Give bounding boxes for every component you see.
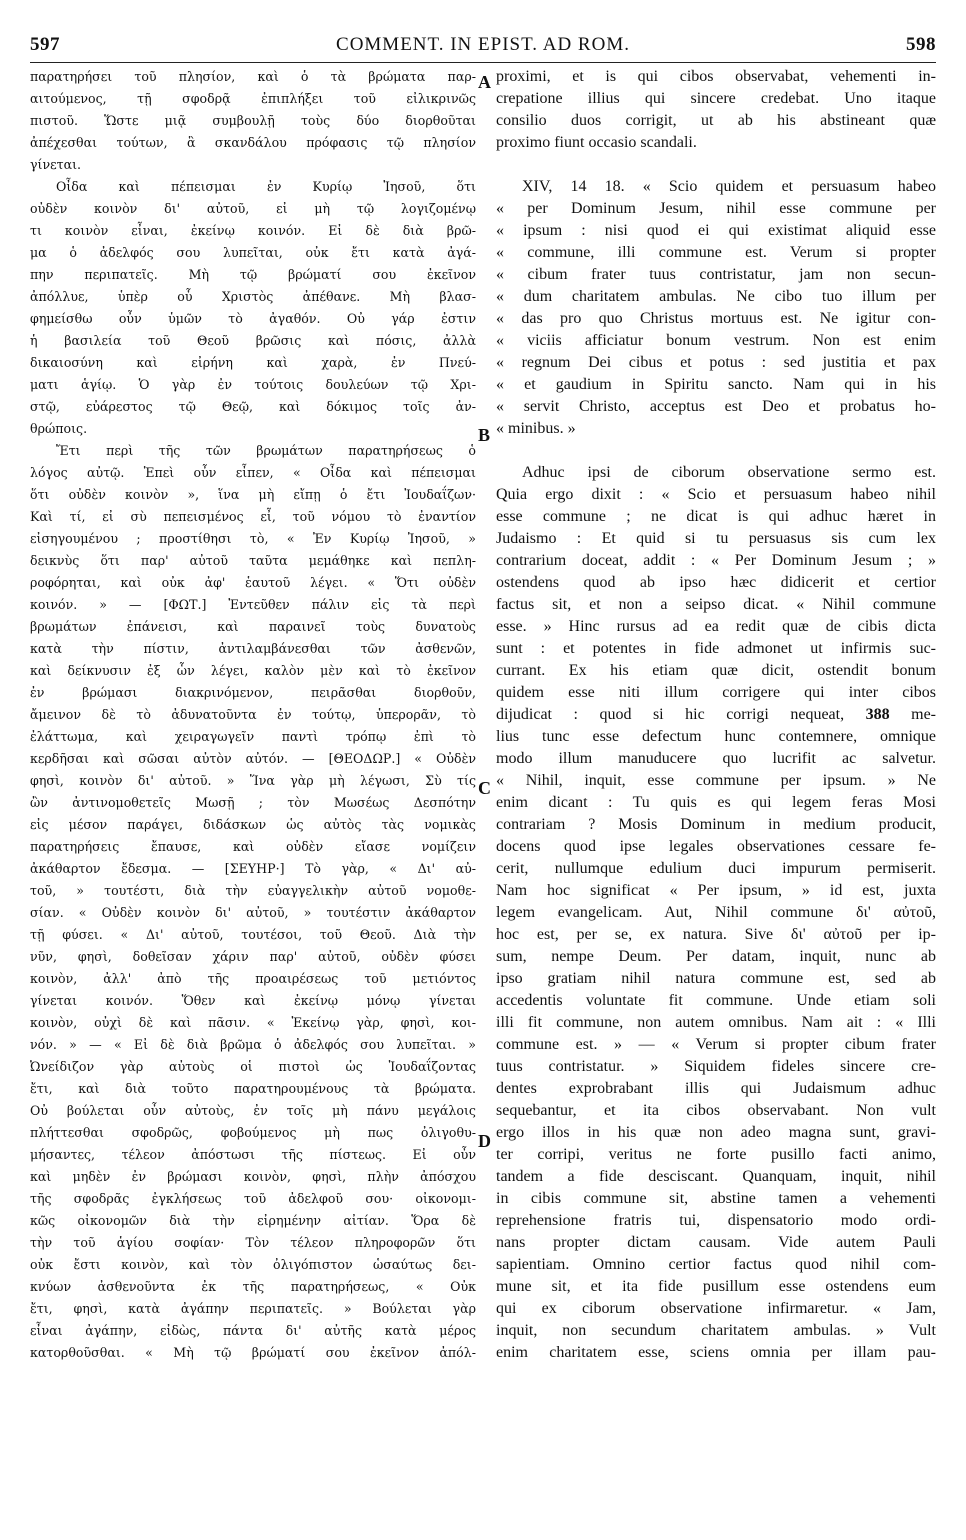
greek-text-line: ἡ βασιλεία τοῦ Θεοῦ βρῶσις καὶ πόσις, ἀλλὰ — [30, 333, 476, 348]
latin-text-line: quidem esse niti illum corrigere qui inter cibos — [496, 684, 936, 701]
greek-text-line: ὅτι οὐδὲν κοινὸν », ἵνα μὴ εἴπῃ ὁ ἔτι Ἰουδαΐζων· — [30, 487, 476, 502]
page-number-right: 598 — [906, 34, 936, 55]
greek-text-line: γίνεται. — [30, 157, 82, 172]
latin-column — [496, 66, 936, 1364]
latin-text-line: docens quod ipse legales observationes cessare fe- — [496, 838, 936, 855]
latin-text-line: sum, nempe Deum. Per datam, inquit, nunc ab — [496, 948, 936, 965]
greek-text-line: πιστοῦ. Ὥστε μιᾷ συμβουλῇ τοὺς δύο διορθοῦται — [30, 113, 476, 128]
greek-text-line: εἶναι ἀγάπην, εἰδὼς, πάντα δι' αὐτῆς κατὰ μέρος — [30, 1323, 476, 1338]
latin-text-line: qui ex ciborum observatione infirmaretur. « Jam, — [496, 1300, 936, 1317]
text-segment: dijudicat : quod si hic corrigi nequeat, — [496, 706, 845, 723]
greek-text-line: κερδῆσαι καὶ σῶσαι αὐτὸν αὐτόν. — [ΘΕΟΔΩΡ.] « Οὐδὲν — [30, 751, 476, 766]
greek-text-line: ἔτι, φησὶ, κατὰ ἀγάπην περιπατεῖς. » Βούλεται γὰρ — [30, 1301, 476, 1316]
greek-text-line: κατὰ τὴν πίστιν, ἀντιλαμβάνεσθαι τῶν ἀσθενῶν, — [30, 641, 476, 656]
latin-text-line: proximi, et is qui cibos observabat, vehementi in- — [496, 68, 936, 85]
greek-text-line: αιτούμενος, τῇ σφοδρᾷ ἐπιπλήξει τοῦ εἰλικρινῶς — [30, 91, 476, 106]
greek-text-line: κῶς οἰκονομῶν διὰ τὴν εἰρημένην αἰτίαν. Ὅρα δὲ — [30, 1213, 476, 1228]
greek-text-line: ὢν ἀντινομοθετεῖς Μωσῇ ; τὸν Μωσέως Δεσπότην — [30, 795, 476, 810]
latin-text-line: in cibis commune sit, abstine tamen a vehementi — [496, 1190, 936, 1207]
latin-text-line: Judaismo : Et quid si tu persuasus sis cum lex — [496, 530, 936, 547]
latin-text-line: contrariam ? Mosis Dominum in medium producit, — [496, 816, 936, 833]
greek-text-line: βρωμάτων ἐπάνεισι, καὶ παραινεῖ τοὺς δυνατοὺς — [30, 619, 476, 634]
greek-text-line: γίνεται κοινόν. Ὅθεν καὶ ἐκείνῳ μόνῳ γίνεται — [30, 993, 476, 1008]
greek-text-line: κοινὸν, ἀλλ' ἀπὸ τῆς προαιρέσεως τοῦ μετιόντος — [30, 971, 476, 986]
greek-text-line: ἀπέχεσθαι τούτων, ἃ σκανδάλου πρόφασις τῷ πλησίον — [30, 135, 476, 150]
greek-text-line: μήσαντες, τέλεον ἀπόστωσι τῆς πίστεως. Εἰ οὖν — [30, 1147, 476, 1162]
greek-text-line: θρώποις. — [30, 421, 88, 436]
section-marker-a: A — [478, 72, 491, 92]
latin-text-line: accedentis voluntate fit commune. Unde etiam soli — [496, 992, 936, 1009]
greek-text-line: οὐκ ἔστι κοινὸν, καὶ τὸν ὀλιγόπιστον ὡσαύτως δει- — [30, 1257, 476, 1272]
greek-text-line: καὶ μηδὲν ἐν βρώμασι κοινὸν, φησὶ, πλὴν ἀπόσχου — [30, 1169, 476, 1184]
greek-text-line: κοινὸν, οὐχὶ δὲ καὶ πᾶσιν. « Ἐκείνῳ γὰρ, φησὶ, κοι- — [30, 1015, 476, 1030]
greek-text-line: στῷ, εὐάρεστος τῷ Θεῷ, καὶ δόκιμος τοῖς ἀν- — [30, 399, 476, 414]
latin-text-line: dentes exprobrabant illis qui Judaismum adhuc — [496, 1080, 936, 1097]
latin-text-line: « cibum frater tuus contristatur, jam non secun- — [496, 266, 936, 283]
latin-text-line: mune sit, et ita fide pusillum esse ostendens eum — [496, 1278, 936, 1295]
latin-text-line: « regnum Dei cibus et potus : sed justitia et pax — [496, 354, 936, 371]
latin-text-line: contrarium doceat, addit : « Per Dominum Jesum ; » — [496, 552, 936, 569]
greek-text-line: φημείσθω οὖν ὑμῶν τὸ ἀγαθόν. Οὐ γάρ ἐστιν — [30, 311, 476, 326]
latin-text-line: enim charitatem esse, sciens omnia per illam pau- — [496, 1344, 936, 1361]
column-number: 388 — [865, 706, 890, 723]
latin-text-line: « Nihil, inquit, esse commune per ipsum. » Ne — [496, 772, 936, 789]
header-rule — [30, 62, 936, 63]
latin-text-line: esse commune ; ne dicat is qui adhuc hæret in — [496, 508, 936, 525]
greek-text-line: εἰς μέσον παράγει, διδάσκων ὡς αὐτὸς τὰς νομικὰς — [30, 817, 476, 832]
greek-text-line: νῦν, φησὶ, δοθεῖσαν χάριν παρ' αὐτοῦ, οὐδὲν φύσει — [30, 949, 476, 964]
paragraph-gap — [496, 440, 936, 462]
paragraph-gap — [496, 154, 936, 176]
latin-text-line: commune est. » — « Verum si propter cibum frater — [496, 1036, 936, 1053]
greek-text-line: εἰσηγουμένου ; προστίθησι τὸ, « Ἐν Κυρίῳ Ἰησοῦ, » — [30, 531, 476, 546]
latin-text-line: lius tunc esse defectum hunc contemnere, omnique — [496, 728, 936, 745]
greek-text-line: κνύων ἀσθενοῦντα ἐκ τῆς παρατηρήσεως, « Οὐκ — [30, 1279, 476, 1294]
page-header — [30, 34, 936, 60]
latin-text-line: tuus contristatur. » Siquidem fideles sincere cre- — [496, 1058, 936, 1075]
latin-text-line: « das pro quo Christus mortuus est. Ne igitur con- — [496, 310, 936, 327]
greek-text-line: πην περιπατεῖς. Μὴ τῷ βρώματί σου ἐκεῖνον — [30, 267, 476, 282]
greek-text-line: ἐν βρώμασι διακρινόμενον, πειρᾶσθαι διορθοῦν, — [30, 685, 476, 700]
text-segment: me- — [889, 706, 936, 723]
latin-text-line: « dum charitatem ambulas. Ne cibo tuo illum per — [496, 288, 936, 305]
latin-text-line: esse. » Hinc rursus ad ea redit quæ de cibis dicta — [496, 618, 936, 635]
latin-text-line: « servit Christo, acceptus est Deo et probatus ho- — [496, 398, 936, 415]
greek-text-line: ἔτι, καὶ διὰ τοῦτο παρατηρουμένους τὰ βρώματα. — [30, 1081, 476, 1096]
greek-text-line: ἄμεινον δὲ τὸ ἀδυνατοῦντα ἐν τούτῳ, ὑπερορᾶν, τὸ — [30, 707, 476, 722]
greek-text-line: τῆς σφοδρᾶς ἐγκλήσεως τοῦ ἀδελφοῦ σου· οἰκονομι- — [30, 1191, 476, 1206]
latin-text-line: Adhuc ipsi de ciborum observatione sermo est. — [522, 464, 936, 481]
latin-text-line: sequebantur, et ita cibos observabant. Non vult — [496, 1102, 936, 1119]
greek-text-line: Οὐ βούλεται οὖν αὐτοὺς, ἐν τοῖς μὴ πάνυ μεγάλοις — [30, 1103, 476, 1118]
latin-text-line: inquit, non secundum charitatem ambulas. » Vult — [496, 1322, 936, 1339]
latin-text-line: consilio duos corrigit, ut ab his abstineant quæ — [496, 112, 936, 129]
greek-text-line: κοινόν. » — [ΦΩΤ.] Ἐντεῦθεν πάλιν εἰς τὰ περὶ — [30, 597, 476, 612]
latin-text-line: hoc est, per se, ex natura. Sive δι' αὐτοῦ per ip- — [496, 926, 936, 943]
latin-text-line: XIV, 14 18. « Scio quidem et persuasum habeo — [522, 178, 936, 195]
latin-text-line: « minibus. » — [496, 420, 576, 437]
section-marker-c: C — [478, 778, 491, 798]
greek-text-line: ροφόρηται, καὶ οὐκ ἀφ' ἑαυτοῦ λέγει. « Ὅτι οὐδὲν — [30, 575, 476, 590]
greek-text-line: ἀκάθαρτον ἔδεσμα. — [ΣΕΥΗΡ·] Τὸ γὰρ, « Δι' αὐ- — [30, 861, 476, 876]
greek-text-line: ἀπόλλυε, ὑπὲρ οὗ Χριστὸς ἀπέθανε. Μὴ βλασ- — [30, 289, 476, 304]
latin-text-line: Nam hoc significat « Per ipsum, » id est, juxta — [496, 882, 936, 899]
latin-text-line: « viciis afficiatur bonum vestrum. Non est enim — [496, 332, 936, 349]
greek-text-line: τοῦ, » τουτέστι, διὰ τὴν εὐαγγελικὴν αὐτοῦ νομοθε- — [30, 883, 476, 898]
latin-text-line: « per Dominum Jesum, nihil esse commune per — [496, 200, 936, 217]
greek-text-line: κατορθοῦσθαι. « Μὴ τῷ βρώματί σου ἐκεῖνον ἀπόλ- — [30, 1345, 476, 1360]
page-number-left: 597 — [30, 34, 60, 55]
greek-text-line: φησὶ, κοινὸν δι' αὐτοῦ. » Ἵνα γὰρ μὴ λέγωσι, Σὺ τίς — [30, 773, 476, 788]
greek-text-line: Καὶ τί, εἰ σὺ πεπεισμένος εἶ, τοῦ νόμου τὸ ἐναντίον — [30, 509, 476, 524]
latin-text-line: Quia ergo dixit : « Scio et persuasum habeo nihil — [496, 486, 936, 503]
latin-text-line: tandem a fide desciscant. Quanquam, inquit, nihil — [496, 1168, 936, 1185]
latin-text-line: sunt : et potentes in fide admonet ut infirmis suc- — [496, 640, 936, 657]
greek-text-line: καὶ δείκνυσιν ἐξ ὧν λέγει, καλὸν μὲν καὶ τὸ ἐκεῖνον — [30, 663, 476, 678]
latin-text-line: factus sit, et non a seipso dicat. « Nihil commune — [496, 596, 936, 613]
greek-column — [30, 66, 476, 1364]
latin-text-line: reprehensione fratris tui, dispensatorio modo ordi- — [496, 1212, 936, 1229]
latin-text-line: nans propter dictam causam. Vide autem Pauli — [496, 1234, 936, 1251]
greek-text-line: οὐδὲν κοινὸν δι' αὐτοῦ, εἰ μὴ τῷ λογιζομένῳ — [30, 201, 476, 216]
latin-text-line: sapientiam. Omnino certior factus quod nihil com- — [496, 1256, 936, 1273]
latin-text-line: crepatione illius qui sincere credebat. Uno itaque — [496, 90, 936, 107]
greek-text-line: τι κοινὸν εἶναι, ἐκείνῳ κοινόν. Εἰ δὲ διὰ βρῶ- — [30, 223, 476, 238]
greek-text-line: τὴν τοῦ ἁγίου σοφίαν· Τὸν τέλεον πληροφορῶν ὅτι — [30, 1235, 476, 1250]
greek-text-line: λόγος αὐτῷ. Ἐπεὶ οὖν εἶπεν, « Οἶδα καὶ πέπεισμαι — [30, 465, 476, 480]
greek-text-line: δεικνὺς ὅτι παρ' αὐτοῦ ταῦτα μεμάθηκε καὶ πεπλη- — [30, 553, 476, 568]
greek-text-line: σίαν. « Οὐδὲν κοινὸν δι' αὐτοῦ, » τουτέστιν ἀκάθαρτον — [30, 905, 476, 920]
section-marker-b: B — [478, 425, 491, 445]
latin-text-line: enim dicant : Tu quis es qui legem feras Mosi — [496, 794, 936, 811]
latin-text-line: currant. Ex his etiam quæ dicit, ostendit bonum — [496, 662, 936, 679]
running-title: COMMENT. IN EPIST. AD ROM. — [336, 34, 630, 55]
greek-text-line: Ὠνείδιζον γὰρ αὐτοὺς οἱ πιστοὶ ὡς Ἰουδαΐζοντας — [30, 1059, 476, 1074]
greek-text-line: Ἔτι περὶ τῆς τῶν βρωμάτων παρατηρήσεως ὁ — [56, 443, 476, 458]
greek-text-line: μα ὁ ἀδελφός σου λυπεῖται, οὐκ ἔτι κατὰ ἀγά- — [30, 245, 476, 260]
greek-text-line: πλήττεσθαι σφοδρῶς, φοβούμενος μὴ πως ὀλιγοθυ- — [30, 1125, 476, 1140]
latin-text-line: « et gaudium in Spiritu sancto. Nam qui in his — [496, 376, 936, 393]
latin-text-line: ostendens quod ab ipso hæc didicerit et certior — [496, 574, 936, 591]
greek-text-line: ματι ἁγίῳ. Ὁ γὰρ ἐν τούτοις δουλεύων τῷ Χρι- — [30, 377, 476, 392]
latin-text-line: modo illum manuducere quo lucrifit ac salvetur. — [496, 750, 936, 767]
section-marker-d: D — [478, 1131, 491, 1151]
latin-text-line: ipso gratiam nihil natura commune est, sed ab — [496, 970, 936, 987]
greek-text-line: νόν. » — « Εἰ δὲ διὰ βρῶμα ὁ ἀδελφός σου λυπεῖται. » — [30, 1037, 476, 1052]
greek-text-line: τῇ φύσει. « Δι' αὐτοῦ, τουτέσοι, τοῦ Θεοῦ. Διὰ τὴν — [30, 927, 476, 942]
latin-text-line: « commune, illi commune est. Verum si propter — [496, 244, 936, 261]
latin-text-line: ter corripi, veritus ne forte pusillo facti animo, — [496, 1146, 936, 1163]
latin-text-line: cerit, nullumque edulium duci impurum permiserit. — [496, 860, 936, 877]
greek-text-line: παρατηρήσει τοῦ πλησίον, καὶ ὁ τὰ βρώματα παρ- — [30, 69, 476, 84]
latin-text-line: proximo fiunt occasio scandali. — [496, 134, 697, 151]
latin-text-line: ergo illos in his quæ non adeo magna sunt, gravi- — [496, 1124, 936, 1141]
greek-text-line: Οἶδα καὶ πέπεισμαι ἐν Κυρίῳ Ἰησοῦ, ὅτι — [56, 179, 476, 194]
greek-text-line: δικαιοσύνη καὶ εἰρήνη καὶ χαρὰ, ἐν Πνεύ- — [30, 355, 476, 370]
latin-text-line: illi fit commune, non autem omnibus. Nam ait : « Illi — [496, 1014, 936, 1031]
latin-text-line — [496, 704, 936, 726]
greek-text-line: παρατηρήσεις ἔπαυσε, καὶ οὐδὲν εἴασε νομίζειν — [30, 839, 476, 854]
greek-text-line: ἐλάττωμα, καὶ χειραγωγεῖν παντὶ τρόπῳ ἐπὶ τὸ — [30, 729, 476, 744]
latin-text-line: « ipsum : nisi quod ei qui existimat aliquid esse — [496, 222, 936, 239]
latin-text-line: legem evangelicam. Aut, Nihil commune δι' αὐτοῦ, — [496, 904, 936, 921]
